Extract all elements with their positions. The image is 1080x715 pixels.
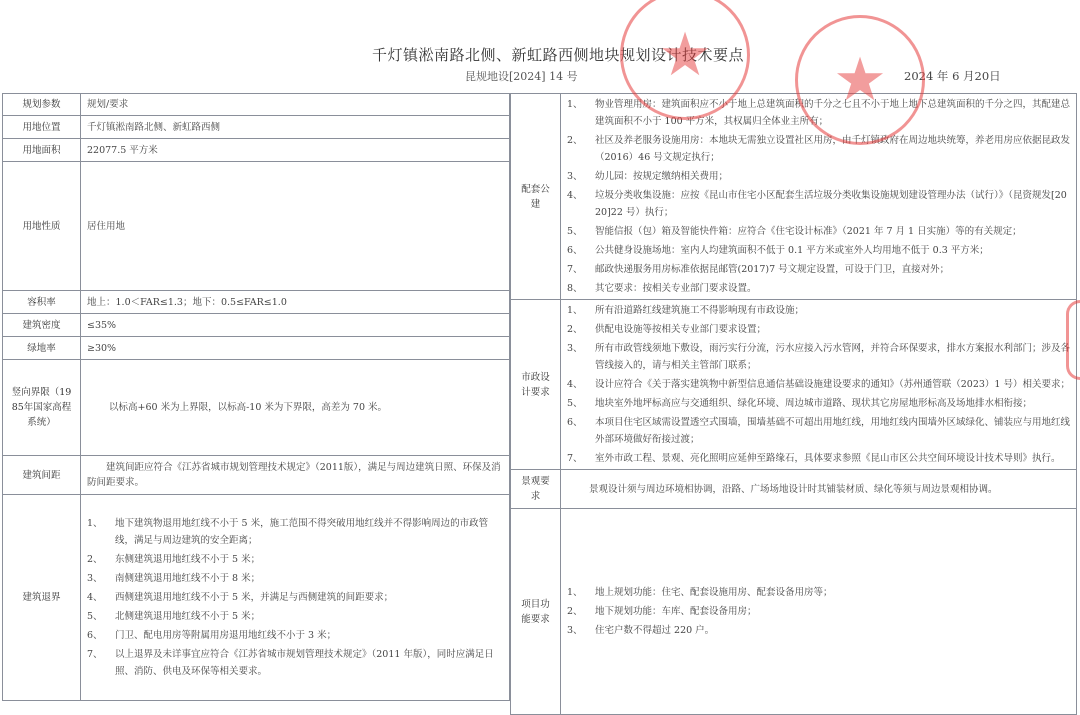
item-number: 4、 (87, 592, 103, 603)
item-text: 门卫、配电用房等附属用房退用地红线不小于 3 米； (115, 630, 337, 641)
list-item (567, 340, 1070, 374)
row-label: 建筑退界 (3, 495, 81, 701)
item-number: 7、 (567, 453, 583, 464)
table-row (3, 162, 510, 291)
table-row (511, 94, 1077, 300)
item-number: 8、 (567, 283, 583, 294)
list-item (87, 646, 503, 680)
list-item (87, 551, 503, 568)
table-row (511, 470, 1077, 509)
row-label: 用地性质 (3, 162, 81, 291)
list-item (87, 589, 503, 606)
item-text: 智能信报（包）箱及智能快件箱：应符合《住宅设计标准》（2021 年 7 月 1 日实施）等的有关规定； (595, 226, 1022, 237)
seal-star-icon: ★ (658, 20, 712, 90)
item-text: 邮政快递服务用房标准依据昆邮管(2017)7 号文规定设置，可设于门卫，直接对外； (595, 264, 950, 275)
setback-list (81, 495, 510, 701)
row-label: 竖向界限（1985年国家高程系统） (3, 360, 81, 456)
row-value: 22077.5 平方米 (81, 139, 510, 162)
item-text: 本项目住宅区域需设置透空式围墙，围墙基础不可超出用地红线，用地红线内围墙外区域绿化、铺装应与用地红线外部环境做好衔接过渡； (595, 417, 1071, 445)
row-label: 市政设计要求 (511, 300, 561, 470)
left-parameters-table (2, 93, 510, 701)
item-text: 所有沿道路红线建筑施工不得影响现有市政设施； (595, 305, 805, 316)
row-label: 建筑间距 (3, 456, 81, 495)
item-text: 南侧建筑退用地红线不小于 8 米； (115, 573, 261, 584)
item-number: 3、 (567, 171, 583, 182)
list-item (567, 168, 1070, 185)
list-item (567, 132, 1070, 166)
item-text: 物业管理用房：建筑面积应不小于地上总建筑面积的千分之七且不小于地上地下总建筑面积的千分之四，其配建总建筑面积不小于 100 平方米，其权属归全体业主所有； (595, 99, 1071, 127)
list-item (567, 223, 1070, 240)
document-number: 昆规地设[2024] 14 号 (465, 70, 578, 83)
item-number: 4、 (567, 190, 583, 201)
item-text: 设计应符合《关于落实建筑物中新型信息通信基础设施建设要求的通知》（苏州通管联（2023）1 号）相关要求； (595, 379, 1070, 390)
item-number: 1、 (567, 305, 583, 316)
row-value: ≥30% (81, 337, 510, 360)
table-row (3, 139, 510, 162)
list-item (87, 608, 503, 625)
row-label: 建筑密度 (3, 314, 81, 337)
item-text: 以上退界及未详事宜应符合《江苏省城市规划管理技术规定》（2011 年版），同时应满足日照、消防、供电及环保等相关要求。 (115, 649, 494, 677)
list-item (567, 302, 1070, 319)
list-item (567, 450, 1070, 467)
row-value: 居住用地 (81, 162, 510, 291)
list-item (567, 187, 1070, 221)
row-label: 配套公建 (511, 94, 561, 300)
list-item (567, 321, 1070, 338)
table-row (511, 300, 1077, 470)
row-label: 用地位置 (3, 116, 81, 139)
item-text: 其它要求：按相关专业部门要求设置。 (595, 283, 757, 294)
row-value: 以标高+60 米为上界限，以标高-10 米为下界限，高差为 70 米。 (81, 360, 510, 456)
table-row (3, 337, 510, 360)
list-item (567, 242, 1070, 259)
row-label: 绿地率 (3, 337, 81, 360)
list-item (87, 515, 503, 549)
list-item (567, 622, 1070, 639)
table-row (3, 291, 510, 314)
item-text: 室外市政工程、景观、亮化照明应延伸至路缘石，具体要求参照《昆山市区公共空间环境设计技术导则》执行。 (595, 453, 1061, 464)
header-value: 规划/要求 (81, 94, 510, 116)
list-item (567, 414, 1070, 448)
header-label: 规划参数 (3, 94, 81, 116)
item-number: 6、 (567, 245, 583, 256)
table-row (511, 509, 1077, 715)
item-text: 公共健身设施场地：室内人均建筑面积不低于 0.1 平方米或室外人均用地不低于 0.3 平方米； (595, 245, 989, 256)
document-date: 2024 年 6 月20日 (904, 69, 1001, 83)
table-row (3, 116, 510, 139)
list-item (567, 280, 1070, 297)
item-number: 5、 (567, 226, 583, 237)
item-text: 地下规划功能：车库、配套设备用房； (595, 606, 757, 617)
item-text: 西侧建筑退用地红线不小于 5 米，并满足与西侧建筑的间距要求； (115, 592, 394, 603)
item-text: 东侧建筑退用地红线不小于 5 米； (115, 554, 261, 565)
seal-star-icon: ★ (833, 45, 887, 115)
item-text: 幼儿园：按规定缴纳相关费用； (595, 171, 729, 182)
row-label: 项目功能要求 (511, 509, 561, 715)
row-value: 千灯镇淞南路北侧、新虹路西侧 (81, 116, 510, 139)
item-number: 2、 (87, 554, 103, 565)
item-number: 1、 (87, 518, 103, 529)
item-text: 所有市政管线须地下敷设，雨污实行分流，污水应接入污水管网，并符合环保要求，排水方案报水利部门；涉及各管线接入的，请与相关主管部门联系； (595, 343, 1071, 371)
list-item (567, 395, 1070, 412)
item-number: 2、 (567, 135, 583, 146)
row-value: 景观设计须与周边环境相协调，沿路、广场场地设计时其铺装材质、绿化等须与周边景观相协调。 (561, 470, 1077, 509)
item-text: 北侧建筑退用地红线不小于 5 米； (115, 611, 261, 622)
item-number: 1、 (567, 99, 583, 110)
table-row (3, 495, 510, 701)
row-value: 建筑间距应符合《江苏省城市规划管理技术规定》（2011版），满足与周边建筑日照、环保及消防间距要求。 (81, 456, 510, 495)
item-number: 1、 (567, 587, 583, 598)
item-number: 3、 (567, 343, 583, 354)
function-list (561, 509, 1077, 715)
row-label: 容积率 (3, 291, 81, 314)
item-text: 地下建筑物退用地红线不小于 5 米，施工范围不得突破用地红线并不得影响周边的市政管线，满足与周边建筑的安全距离； (115, 518, 489, 546)
item-number: 7、 (87, 649, 103, 660)
item-number: 7、 (567, 264, 583, 275)
list-item (567, 584, 1070, 601)
list-item (567, 603, 1070, 620)
table-row (3, 314, 510, 337)
table-row (3, 360, 510, 456)
item-number: 5、 (87, 611, 103, 622)
item-text: 社区及养老服务设施用房：本地块无需独立设置社区用房，由千灯镇政府在周边地块统筹，养老用房应依据昆政发（2016）46 号文规定执行； (595, 135, 1071, 163)
item-number: 4、 (567, 379, 583, 390)
row-label: 景观要求 (511, 470, 561, 509)
table-row (3, 94, 510, 116)
item-text: 供配电设施等按相关专业部门要求设置； (595, 324, 767, 335)
item-number: 6、 (87, 630, 103, 641)
row-value: ≤35% (81, 314, 510, 337)
item-number: 2、 (567, 324, 583, 335)
right-requirements-table (510, 93, 1077, 715)
row-value: 地上：1.0＜FAR≤1.3；地下：0.5≤FAR≤1.0 (81, 291, 510, 314)
item-number: 2、 (567, 606, 583, 617)
item-number: 3、 (87, 573, 103, 584)
item-number: 3、 (567, 625, 583, 636)
item-text: 垃圾分类收集设施：应按《昆山市住宅小区配套生活垃圾分类收集设施规划建设管理办法（试行）》（昆资规发[2020]22 号）执行； (595, 190, 1067, 218)
item-number: 5、 (567, 398, 583, 409)
table-row (3, 456, 510, 495)
item-text: 住宅户数不得超过 220 户。 (595, 625, 715, 636)
item-text: 地上规划功能：住宅、配套设施用房、配套设备用房等； (595, 587, 833, 598)
municipal-list (561, 300, 1077, 470)
item-number: 6、 (567, 417, 583, 428)
item-text: 地块室外地坪标高应与交通组织、绿化环境、周边城市道路、现状其它房屋地形标高及场地排水相衔接； (595, 398, 1033, 409)
list-item (567, 96, 1070, 130)
row-label: 用地面积 (3, 139, 81, 162)
list-item (567, 261, 1070, 278)
document-title: 千灯镇淞南路北侧、新虹路西侧地块规划设计技术要点 (372, 46, 745, 64)
list-item (87, 570, 503, 587)
facilities-list (561, 94, 1077, 300)
list-item (567, 376, 1070, 393)
list-item (87, 627, 503, 644)
